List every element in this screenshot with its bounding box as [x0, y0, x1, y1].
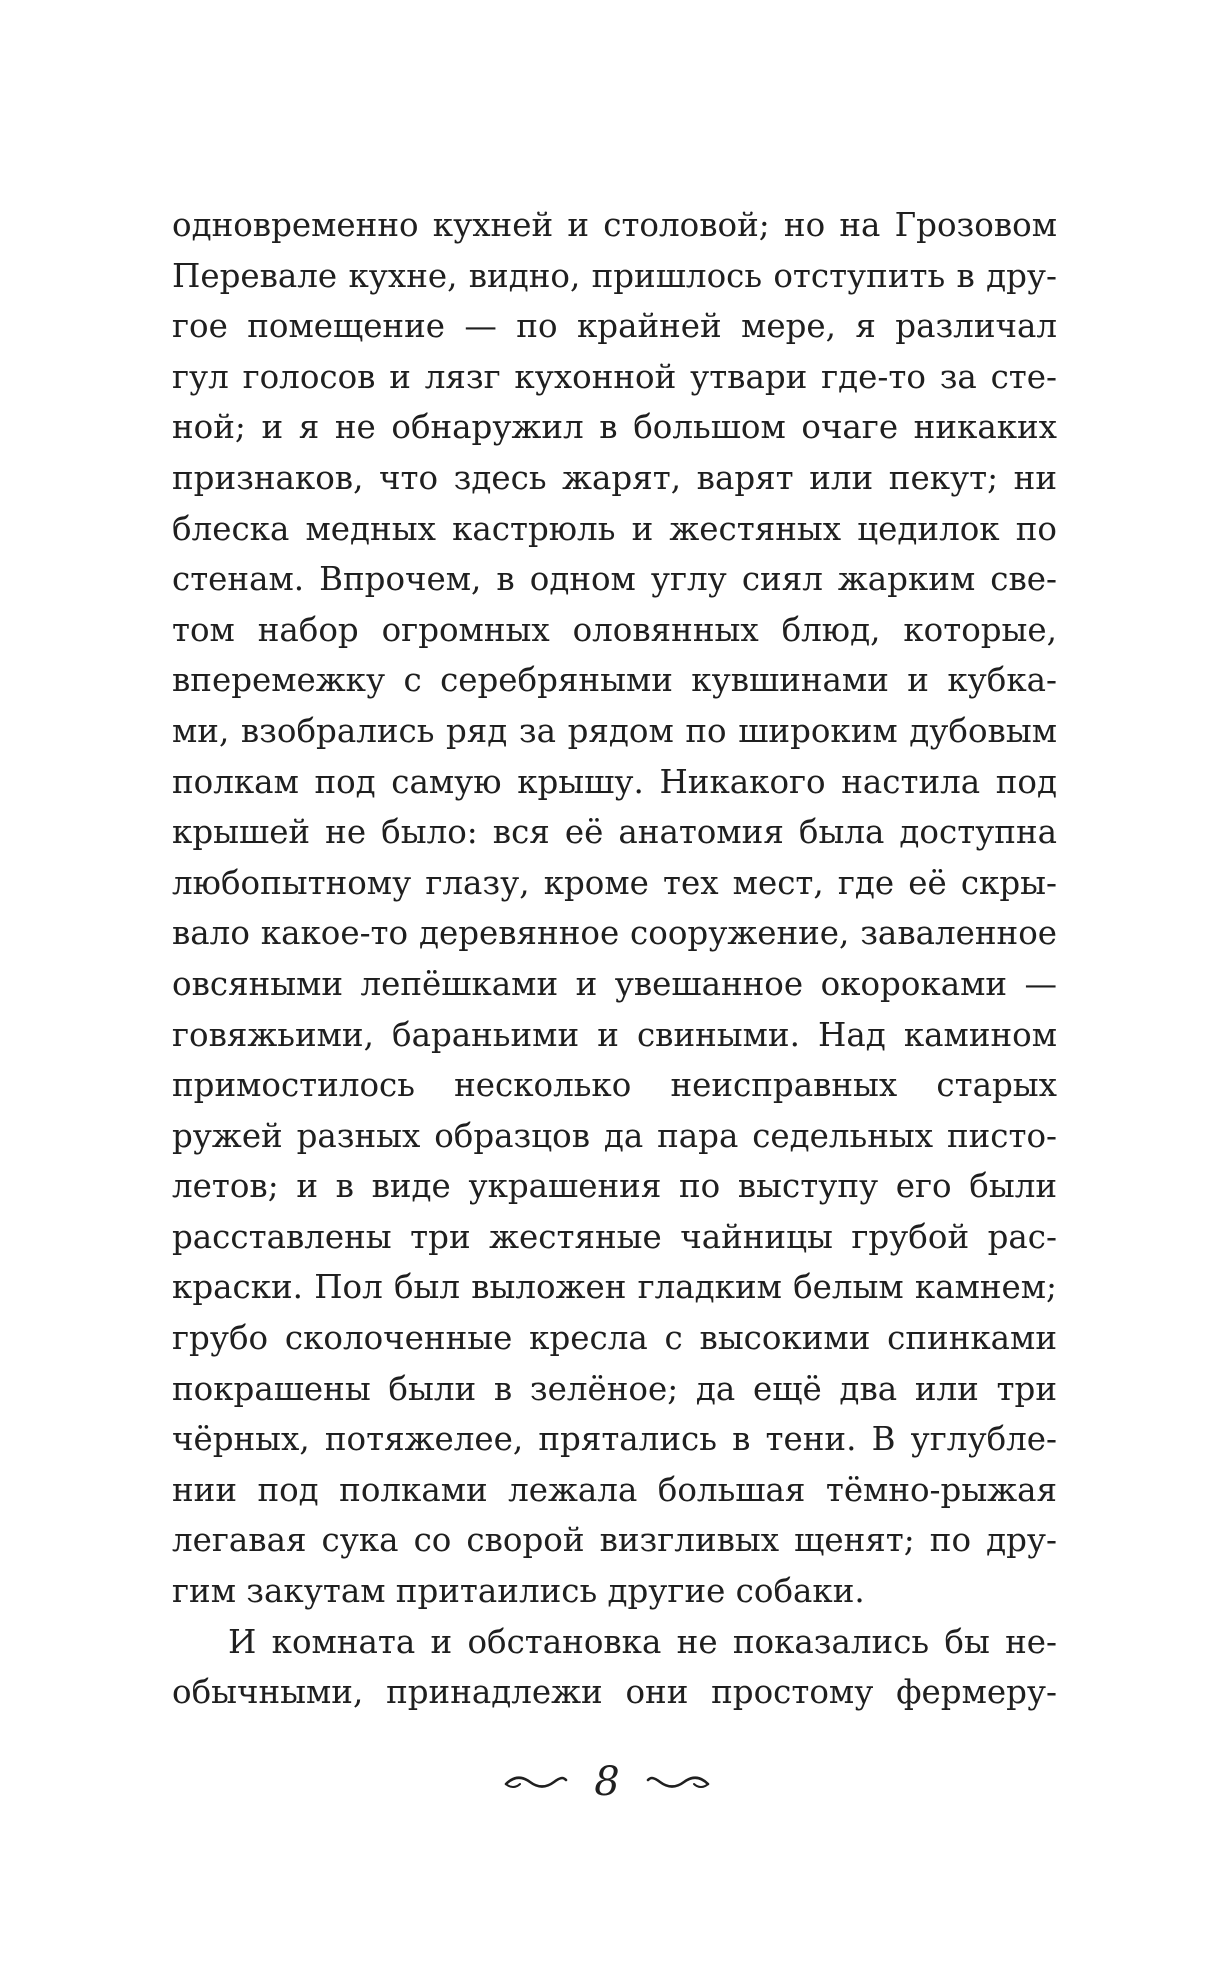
text-line: полкам под самую крышу. Никакого настила под	[172, 762, 1057, 801]
text-line: примостилось несколько неисправных старых	[172, 1066, 1057, 1105]
text-line: ружей разных образцов да пара седельных писто-	[172, 1116, 1057, 1155]
text-line: обычными, принадлежи они простому фермеру-	[172, 1673, 1057, 1712]
text-line: летов; и в виде украшения по выступу его были	[172, 1167, 1057, 1206]
page-number-footer	[0, 1756, 1214, 1816]
right-flourish-icon	[646, 1770, 710, 1794]
text-line: И комната и обстановка не показались бы не-	[228, 1622, 1057, 1661]
left-flourish-icon	[504, 1770, 568, 1794]
body-text	[172, 200, 1057, 1718]
text-line: признаков, что здесь жарят, варят или пекут; ни	[172, 458, 1057, 497]
text-line: крышей не было: вся её анатомия была доступна	[172, 813, 1057, 852]
text-line: гул голосов и лязг кухонной утвари где-то за сте-	[172, 357, 1057, 396]
page-number: 8	[594, 1759, 620, 1805]
text-line: нии под полками лежала большая тёмно-рыжая	[172, 1470, 1057, 1509]
text-line: вало какое-то деревянное сооружение, заваленное	[172, 914, 1057, 953]
paragraph	[172, 200, 1057, 1617]
text-line: легавая сука со сворой визгливых щенят; по дру-	[172, 1521, 1057, 1560]
text-line: любопытному глазу, кроме тех мест, где её скры-	[172, 863, 1057, 902]
text-line: грубо сколоченные кресла с высокими спинками	[172, 1319, 1057, 1358]
text-line: одновременно кухней и столовой; но на Грозовом	[172, 206, 1057, 244]
text-line: ми, взобрались ряд за рядом по широким дубовым	[172, 711, 1057, 750]
text-line: ной; и я не обнаружил в большом очаге никаких	[172, 408, 1057, 447]
text-line: блеска медных кастрюль и жестяных цедилок по	[172, 509, 1057, 548]
text-line: овсяными лепёшками и увешанное окороками —	[172, 964, 1057, 1003]
text-line: говяжьими, бараньими и свиными. Над камином	[172, 1015, 1057, 1054]
text-line: Перевале кухне, видно, пришлось отступить в дру-	[172, 256, 1057, 295]
text-line: краски. Пол был выложен гладким белым камнем;	[172, 1268, 1057, 1307]
text-line: чёрных, потяжелее, прятались в тени. В углубле-	[172, 1420, 1057, 1459]
text-line: том набор огромных оловянных блюд, которые,	[172, 610, 1057, 649]
text-line: гое помещение — по крайней мере, я различал	[172, 307, 1057, 346]
text-line: стенам. Впрочем, в одном углу сиял жарким све-	[172, 560, 1057, 599]
text-line: вперемежку с серебряными кувшинами и кубка-	[172, 661, 1057, 700]
text-line: расставлены три жестяные чайницы грубой рас-	[172, 1217, 1057, 1256]
paragraph	[172, 1617, 1057, 1718]
text-line: гим закутам притаились другие собаки.	[172, 1572, 865, 1611]
text-line: покрашены были в зелёное; да ещё два или три	[172, 1369, 1057, 1408]
